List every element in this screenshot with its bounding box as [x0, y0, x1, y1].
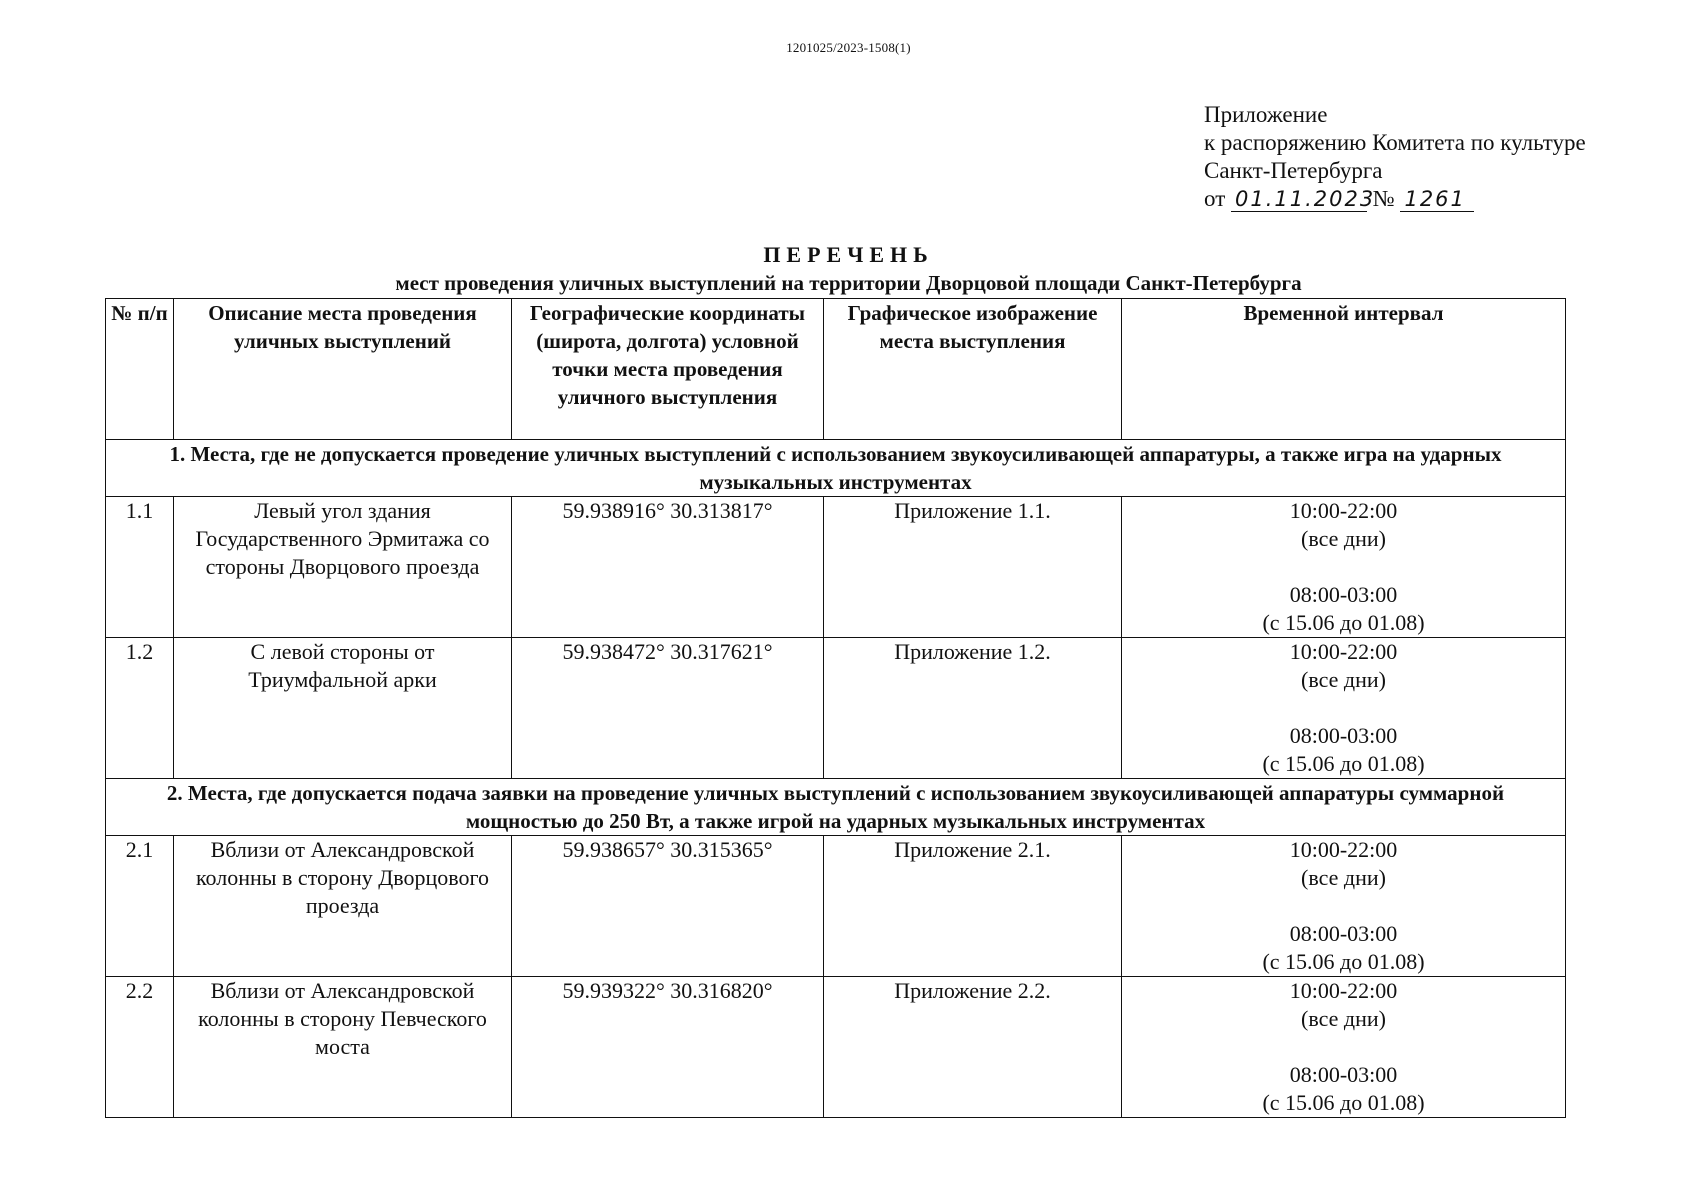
section-title: 1. Места, где не допускается проведение уличных выступлений с использованием звукоусиливающей аппаратуры, а также игра на ударных музыкальных инструментах: [106, 440, 1566, 497]
time-interval-2: 08:00-03:00: [1289, 582, 1398, 607]
time-interval-2: 08:00-03:00: [1289, 723, 1398, 748]
section-row: [106, 779, 1566, 836]
header-num: № п/п: [106, 299, 174, 440]
section-row: [106, 440, 1566, 497]
row-image-ref: Приложение 1.1.: [824, 497, 1122, 638]
appendix-line-3: Санкт-Петербурга: [1204, 158, 1383, 183]
section-title: 2. Места, где допускается подача заявки на проведение уличных выступлений с использованием звукоусиливающей аппаратуры суммарной мощностью до 250 Вт, а также игрой на ударных музыкальных инструментах: [106, 779, 1566, 836]
row-time: [1122, 638, 1566, 779]
time-note-2: (с 15.06 до 01.08): [1262, 751, 1425, 776]
row-description: Вблизи от Александровской колонны в сторону Дворцового проезда: [174, 836, 512, 977]
row-description: Левый угол здания Государственного Эрмитажа со стороны Дворцового проезда: [174, 497, 512, 638]
locations-table: [105, 298, 1566, 1118]
appendix-block: [1204, 101, 1586, 213]
time-note-2: (с 15.06 до 01.08): [1262, 949, 1425, 974]
row-time: [1122, 497, 1566, 638]
time-interval-1: 10:00-22:00: [1289, 639, 1398, 664]
number-label: №: [1372, 186, 1395, 211]
header-coords: Географические координаты (широта, долгота) условной точки места проведения уличного выступления: [512, 299, 824, 440]
time-note-2: (с 15.06 до 01.08): [1262, 1090, 1425, 1115]
table-header-row: [106, 299, 1566, 440]
time-interval-2: 08:00-03:00: [1289, 1062, 1398, 1087]
row-coordinates: 59.939322° 30.316820°: [512, 977, 824, 1118]
time-note-2: (с 15.06 до 01.08): [1262, 610, 1425, 635]
time-interval-2: 08:00-03:00: [1289, 921, 1398, 946]
time-interval-1: 10:00-22:00: [1289, 837, 1398, 862]
row-number: 1.2: [106, 638, 174, 779]
appendix-line-2: к распоряжению Комитета по культуре: [1204, 130, 1586, 155]
time-note-1: (все дни): [1301, 667, 1386, 692]
row-coordinates: 59.938657° 30.315365°: [512, 836, 824, 977]
row-description: С левой стороны от Триумфальной арки: [174, 638, 512, 779]
row-number: 1.1: [106, 497, 174, 638]
header-time: Временной интервал: [1122, 299, 1566, 440]
table-row: [106, 977, 1566, 1118]
row-coordinates: 59.938916° 30.313817°: [512, 497, 824, 638]
row-image-ref: Приложение 2.1.: [824, 836, 1122, 977]
appendix-date-number-line: [1204, 185, 1586, 213]
row-coordinates: 59.938472° 30.317621°: [512, 638, 824, 779]
table-row: [106, 638, 1566, 779]
handwritten-number: 1261: [1400, 187, 1474, 212]
row-description: Вблизи от Александровской колонны в сторону Певческого моста: [174, 977, 512, 1118]
row-number: 2.2: [106, 977, 174, 1118]
time-interval-1: 10:00-22:00: [1289, 978, 1398, 1003]
header-desc: Описание места проведения уличных выступлений: [174, 299, 512, 440]
table-row: [106, 836, 1566, 977]
page-title: ПЕРЕЧЕНЬ: [763, 242, 934, 267]
page-subtitle: мест проведения уличных выступлений на территории Дворцовой площади Санкт-Петербурга: [395, 271, 1302, 295]
time-note-1: (все дни): [1301, 526, 1386, 551]
handwritten-date: 01.11.2023: [1231, 187, 1367, 212]
table-row: [106, 497, 1566, 638]
row-number: 2.1: [106, 836, 174, 977]
row-image-ref: Приложение 2.2.: [824, 977, 1122, 1118]
row-time: [1122, 977, 1566, 1118]
time-note-1: (все дни): [1301, 1006, 1386, 1031]
row-time: [1122, 836, 1566, 977]
header-image: Графическое изображение места выступления: [824, 299, 1122, 440]
appendix-line-1: Приложение: [1204, 102, 1328, 127]
time-note-1: (все дни): [1301, 865, 1386, 890]
document-id: 1201025/2023-1508(1): [786, 40, 911, 55]
time-interval-1: 10:00-22:00: [1289, 498, 1398, 523]
from-label: от: [1204, 186, 1226, 211]
row-image-ref: Приложение 1.2.: [824, 638, 1122, 779]
